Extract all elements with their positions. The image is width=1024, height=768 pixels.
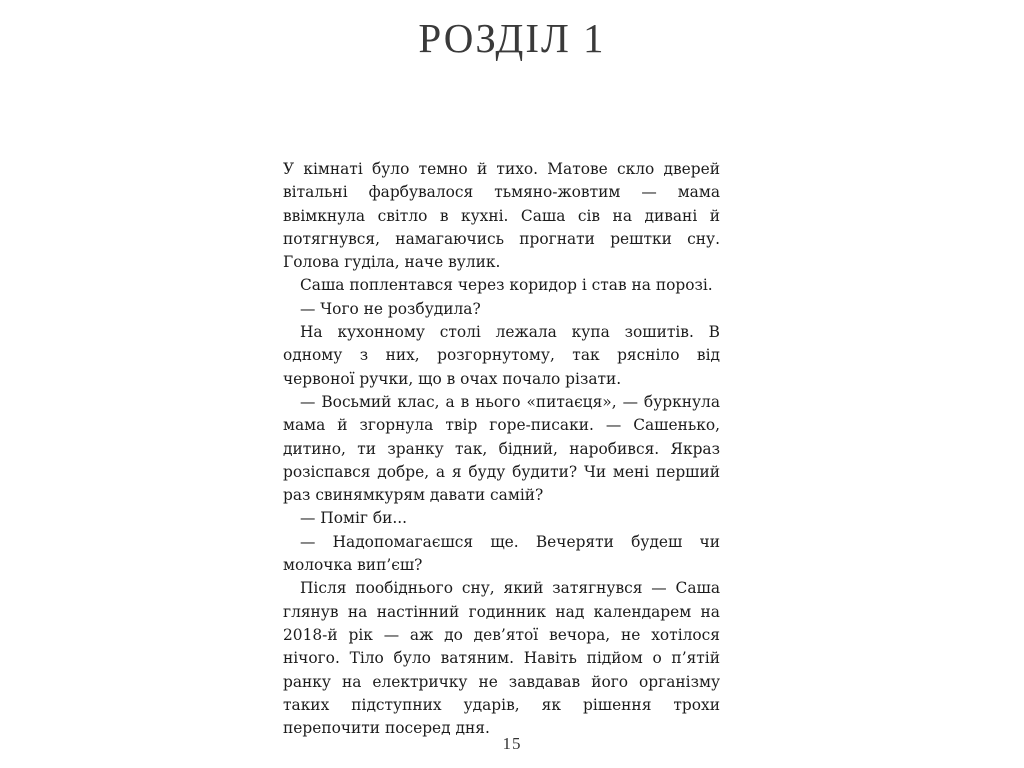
paragraph-3-dialogue: — Чого не розбудила?: [300, 299, 481, 318]
paragraph-7-dialogue: — Надопомагаєшся ще. Вечеряти будеш чи молочка вип’єш?: [283, 532, 720, 575]
paragraph-2: Саша поплентався через коридор і став на порозі.: [300, 276, 713, 295]
page-number: 15: [502, 734, 522, 753]
paragraph-1: У кімнаті було темно й тихо. Матове скло дверей вітальні фарбувалося тьмяно-жовтим — мама ввімкнула світло в кухні. Саша сів на дивані й потягнувся, намагаючись прогнати рештки сну. Голова гуділа, наче вулик.: [283, 160, 720, 272]
paragraph-5-dialogue: — Восьмий клас, а в нього «питаєця», — буркнула мама й згорнула твір горе-писаки. — Сашенько, дитино, ти зранку так, бідний, наробився. Якраз розіспався добре, а я буду будити? Чи мені перший раз свинямкурям давати самій?: [283, 392, 720, 505]
chapter-title: РОЗДІЛ 1: [418, 15, 606, 61]
paragraph-4: На кухонному столі лежала купа зошитів. В одному з них, розгорнутому, так рясніло від червоної ручки, що в очах почало різати.: [283, 323, 720, 388]
chapter-body-text: [283, 158, 720, 740]
paragraph-8: Після пообіднього сну, який затягнувся — Саша глянув на настінний годинник над календарем на 2018-й рік — аж до дев’ятої вечора, не хотілося нічого. Тіло було ватяним. Навіть підйом о п’ятій ранку на електричку не завдавав його організму таких підступних ударів, як рішення трохи перепочити посеред дня.: [283, 579, 720, 738]
paragraph-6-dialogue: — Поміг би...: [300, 509, 408, 528]
